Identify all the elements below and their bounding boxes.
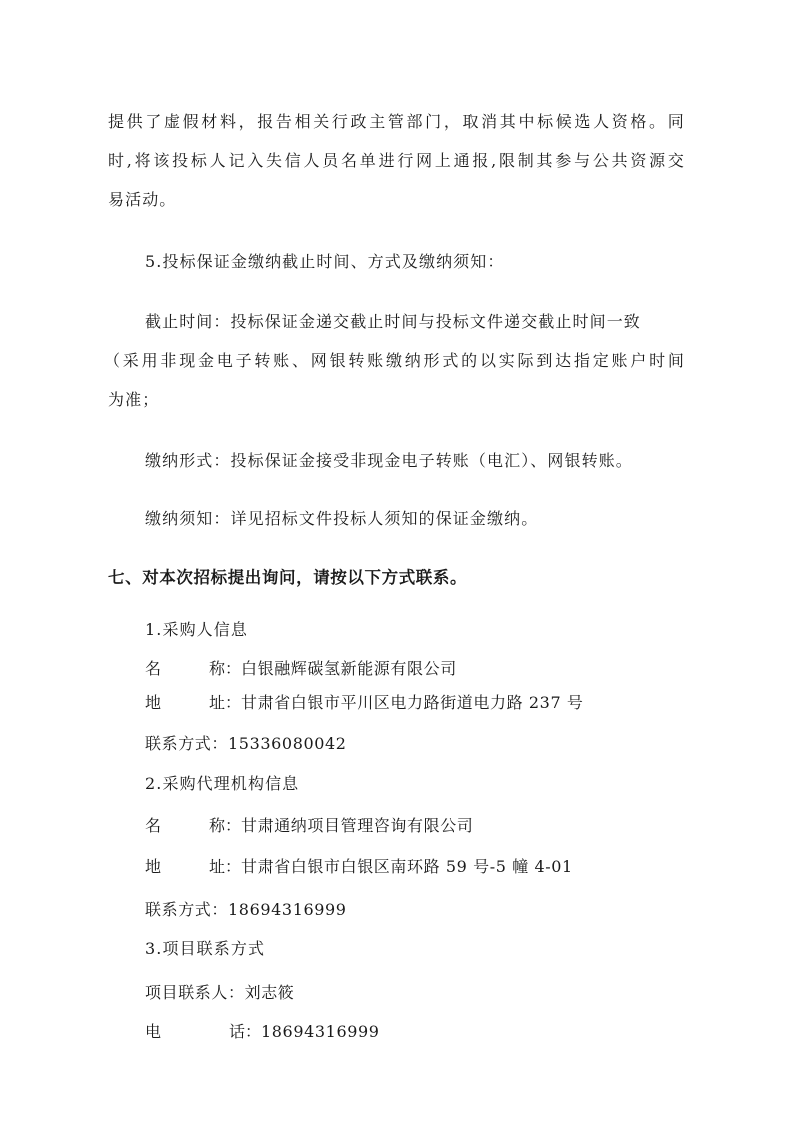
- fraud-paragraph-line-2: 时 , 将 该 投 标 人 记 入 失 信 人 员 名 单 进 行 网 上 通 报 , 限 制 其 参 与 公 共 资 源 交: [108, 151, 684, 170]
- purchaser-title: 1.采购人信息: [145, 620, 248, 639]
- purchaser-phone-value: 15336080042: [228, 734, 347, 753]
- fraud-paragraph-line-3: 易活动。: [108, 190, 177, 209]
- deposit-notice: 缴纳须知：详见招标文件投标人须知的保证金缴纳。: [145, 509, 539, 528]
- purchaser-address-row: [145, 693, 584, 713]
- purchaser-name-value: 白银融辉碳氢新能源有限公司: [241, 659, 457, 678]
- fraud-paragraph-line-1: 提 供 了 虚 假 材 料 ， 报 告 相 关 行 政 主 管 部 门 ， 取 消 其 中 标 候 选 人 资 格 。 同: [108, 112, 684, 131]
- agency-phone-row: [145, 900, 347, 920]
- project-phone-label: 电 话：: [145, 1022, 261, 1041]
- project-contact-title: 3.项目联系方式: [145, 939, 266, 958]
- deposit-title: 5.投标保证金缴纳截止时间、方式及缴纳须知：: [145, 252, 505, 271]
- agency-address-value: 甘肃省白银市白银区南环路 59 号-5 幢 4-01: [241, 857, 573, 876]
- project-contact-label: 项目联系人：: [145, 983, 245, 1002]
- project-contact-row: [145, 983, 294, 1003]
- project-phone-value: 18694316999: [261, 1022, 380, 1041]
- purchaser-phone-row: [145, 734, 347, 754]
- agency-name-label: 名 称：: [145, 816, 241, 835]
- deposit-deadline-line-1: 截止时间：投标保证金递交截止时间与投标文件递交截止时间一致: [145, 312, 641, 331]
- purchaser-phone-label: 联系方式：: [145, 734, 229, 753]
- contact-section-heading: 七、对本次招标提出询问，请按以下方式联系。: [108, 568, 468, 587]
- purchaser-name-row: [145, 659, 457, 679]
- agency-phone-value: 18694316999: [228, 900, 347, 919]
- agency-phone-label: 联系方式：: [145, 900, 229, 919]
- project-phone-row: [145, 1022, 380, 1042]
- project-contact-value: 刘志筱: [244, 983, 295, 1002]
- purchaser-address-label: 地 址：: [145, 693, 241, 712]
- agency-address-row: [145, 857, 573, 877]
- agency-name-row: [145, 816, 473, 836]
- deposit-deadline-line-2: （ 采 用 非 现 金 电 子 转 账 、 网 银 转 账 缴 纳 形 式 的 以 实 际 到 达 指 定 账 户 时 间: [104, 351, 684, 370]
- purchaser-address-value: 甘肃省白银市平川区电力路街道电力路 237 号: [241, 693, 584, 712]
- agency-address-label: 地 址：: [145, 857, 241, 876]
- deposit-form: 缴纳形式：投标保证金接受非现金电子转账（电汇）、网银转账。: [145, 451, 633, 470]
- deposit-deadline-line-3: 为准；: [108, 390, 160, 409]
- purchaser-name-label: 名 称：: [145, 659, 241, 678]
- agency-name-value: 甘肃通纳项目管理咨询有限公司: [241, 816, 474, 835]
- agency-title: 2.采购代理机构信息: [145, 774, 300, 793]
